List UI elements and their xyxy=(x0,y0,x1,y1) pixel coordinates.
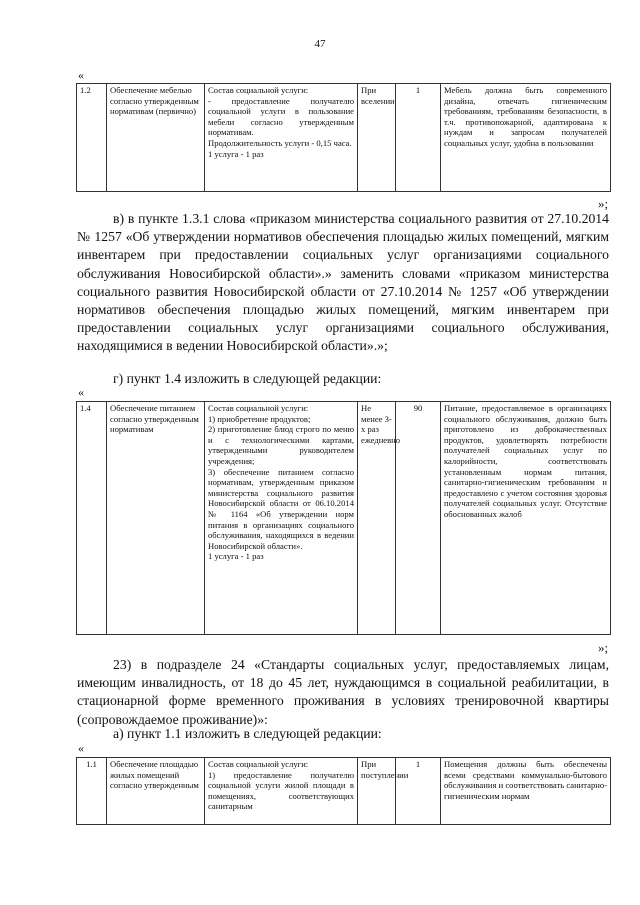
content-line: 2) приготовление блюд строго по меню и с технологическими картами, утвержденными руководителем учреждения; xyxy=(208,424,354,466)
content-line: Состав социальной услуги: xyxy=(208,759,309,769)
table-row xyxy=(77,758,611,825)
paragraph-v: в) в пункте 1.3.1 слова «приказом министерства социального развития от 27.10.2014 № 1257 «Об утверждении нормативов обеспечения площадью жилых помещений, мягким инвентарем при предоставлении социальных услуг организациями социального обслуживания Новосибирской области».» заменить словами «приказом министерства социального развития Новосибирской области от 27.10.2014 № 1257 «Об утверждении нормативов обеспечения площадью жилых помещений, мягким инвентарем при предоставлении социальных услуг организациями социального обслуживания, находящимися в ведении Новосибирской области».»; xyxy=(77,211,609,354)
cell-service-name: Обеспечение мебелью согласно утвержденным нормативам (первично) xyxy=(107,84,205,192)
content-line: Продолжительность услуги - 0,15 часа. xyxy=(208,137,352,148)
content-line: 1) приобретение продуктов; xyxy=(208,413,311,424)
cell-count: 1 xyxy=(396,758,441,825)
cell-period: При поступлении xyxy=(358,758,396,825)
open-quote: « xyxy=(78,741,84,755)
content-line: - предоставление получателю социальной услуги в пользование мебели согласно утвержденным нормативам. xyxy=(208,95,354,138)
table-row xyxy=(77,84,611,192)
open-quote: « xyxy=(78,385,84,399)
table-service-1-2 xyxy=(76,83,611,192)
cell-service-content xyxy=(205,402,358,635)
cell-count: 1 xyxy=(396,84,441,192)
cell-quality: Питание, предоставляемое в организациях социального обслуживания, должно быть приготовлено из доброкачественных продуктов, удовлетворять потребности получателей социальных услуг по калорийности, соответствовать установленным нормам питания, санитарно-гигиеническим требованиям и предоставлено с учетом состояния здоровья получателей социальных услуг. Отсутствие обоснованных жалоб xyxy=(441,402,611,635)
open-quote: « xyxy=(78,68,84,82)
cell-count: 90 xyxy=(396,402,441,635)
table-service-1-1 xyxy=(76,757,611,825)
table-service-1-4 xyxy=(76,401,611,635)
content-line: 1 услуга - 1 раз xyxy=(208,148,264,159)
end-quote: »; xyxy=(598,640,609,655)
cell-service-content xyxy=(205,758,358,825)
content-line: Состав социальной услуги: xyxy=(208,403,309,413)
cell-period: Не менее 3-х раз ежедневно xyxy=(358,402,396,635)
paragraph-23: 23) в подразделе 24 «Стандарты социальных услуг, предоставляемых лицам, имеющим инвалидность, от 18 до 45 лет, нуждающимся в социальной реабилитации, в стационарной форме временного проживания в условиях тренировочной квартиры (сопровождаемое проживание)»: xyxy=(77,657,609,727)
cell-period: При вселении xyxy=(358,84,396,192)
content-line: 1) предоставление получателю социальной услуги жилой площади в помещениях, соответствующих санитарным xyxy=(208,769,354,812)
cell-service-content xyxy=(205,84,358,192)
paragraph-a: а) пункт 1.1 изложить в следующей редакции: xyxy=(113,726,382,741)
cell-service-name: Обеспечение питанием согласно утвержденным нормативам xyxy=(107,402,205,635)
table-row xyxy=(77,402,611,635)
paragraph-g: г) пункт 1.4 изложить в следующей редакции: xyxy=(113,371,382,386)
content-line: Состав социальной услуги: xyxy=(208,85,309,95)
page-number: 47 xyxy=(314,38,326,50)
content-line: 3) обеспечение питанием согласно нормативам, утвержденным приказом министерства социального развития Новосибирской области от 06.10.2014 № 1164 «Об утверждении норм питания в организациях социального обслуживания, находящихся в ведении Новосибирской области». xyxy=(208,466,354,551)
cell-num: 1.1 xyxy=(77,758,107,825)
content-line: 1 услуга - 1 раз xyxy=(208,551,264,562)
cell-quality: Мебель должна быть современного дизайна, отвечать гигиеническим требованиям, требованиям безопасности, в т.ч. противопожарной, адаптирована к нуждам и запросам получателей социальных услуг, удобна в пользовании xyxy=(441,84,611,192)
end-quote: »; xyxy=(598,196,609,211)
cell-num: 1.4 xyxy=(77,402,107,635)
cell-service-name: Обеспечение площадью жилых помещений согласно утвержденным xyxy=(107,758,205,825)
cell-quality: Помещения должны быть обеспечены всеми средствами коммунально-бытового обслуживания и соответствовать санитарно-гигиеническим нормам xyxy=(441,758,611,825)
cell-num: 1.2 xyxy=(77,84,107,192)
